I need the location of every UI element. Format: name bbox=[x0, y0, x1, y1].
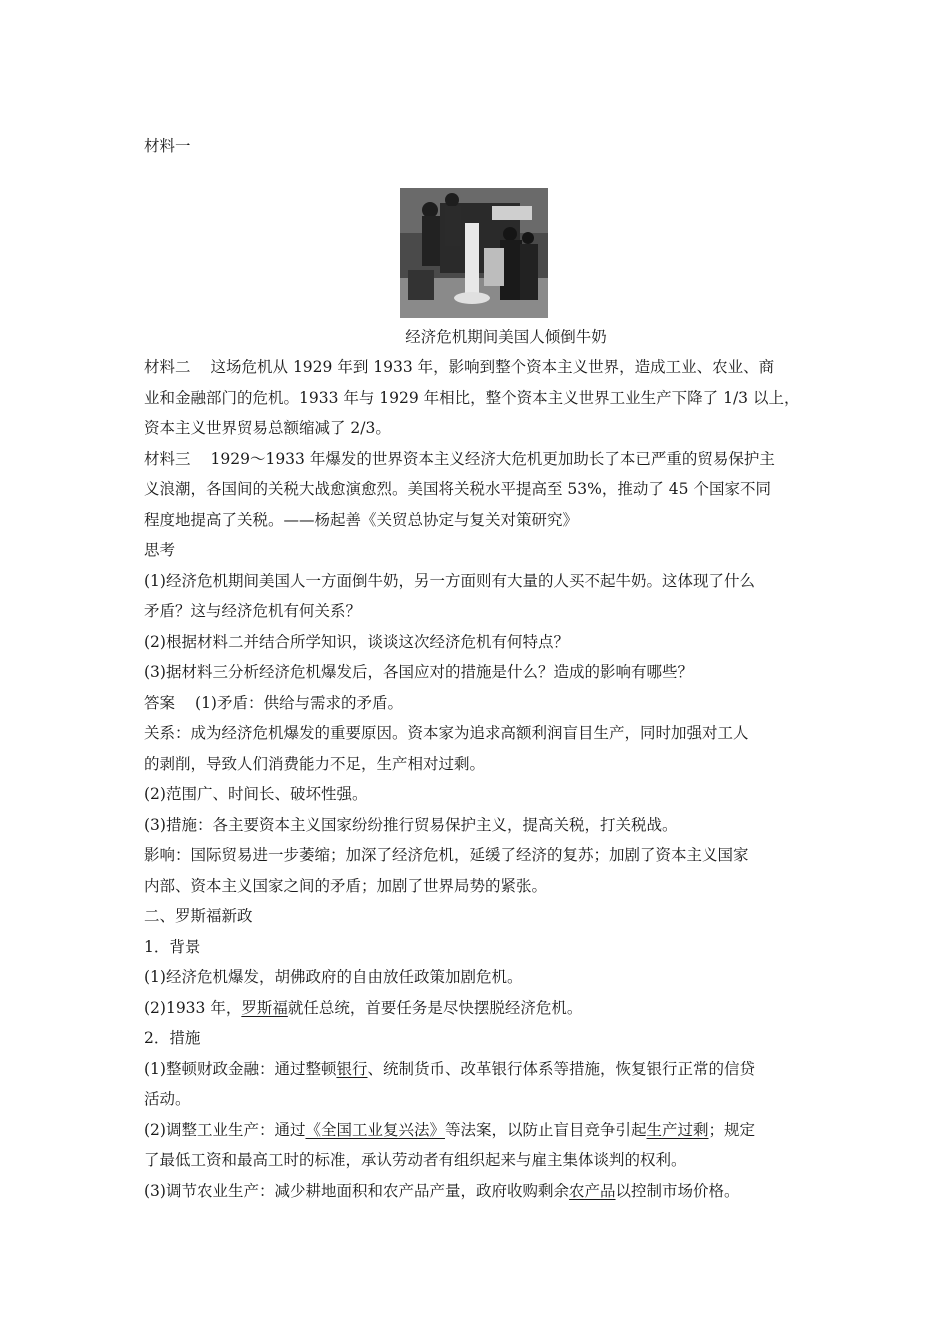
question-2: (2)根据材料二并结合所学知识，谈谈这次经济危机有何特点？ bbox=[144, 632, 569, 651]
material2-line-2: 业和金融部门的危机。1933 年与 1929 年相比，整个资本主义世界工业生产下降了 1/3 以上， bbox=[144, 388, 800, 407]
material2-line-3: 资本主义世界贸易总额缩减了 2/3。 bbox=[144, 419, 391, 437]
answer-label: 答案 bbox=[144, 693, 176, 712]
document-body bbox=[144, 131, 808, 1206]
background-2: (2)1933 年，罗斯福就任总统，首要任务是尽快摆脱经济危机。 bbox=[144, 998, 583, 1017]
material3-line-1: 材料三 1929～1933 年爆发的世界资本主义经济大危机更加助长了本已严重的贸易保护主 bbox=[144, 449, 775, 468]
material1-label: 材料一 bbox=[144, 137, 191, 155]
measure-1-line-1: (1)整顿财政金融：通过整顿银行、统制货币、改革银行体系等措施，恢复银行正常的信贷 bbox=[144, 1059, 755, 1078]
material3-line-2: 义浪潮，各国间的关税大战愈演愈烈。美国将关税水平提高至 53%，推动了 45 个国家不同 bbox=[144, 480, 771, 498]
answer-3: (3)措施：各主要资本主义国家纷纷推行贸易保护主义，提高关税，打关税战。 bbox=[144, 815, 678, 834]
blank-roosevelt: 罗斯福 bbox=[241, 998, 288, 1017]
blank-bank: 银行 bbox=[336, 1059, 368, 1078]
question-1-line-1: (1)经济危机期间美国人一方面倒牛奶，另一方面则有大量的人买不起牛奶。这体现了什么 bbox=[144, 571, 755, 590]
material2-label: 材料二 bbox=[144, 358, 191, 376]
background-title: 1．背景 bbox=[144, 937, 201, 956]
measure-3: (3)调节农业生产：减少耕地面积和农产品产量，政府收购剩余农产品以控制市场价格。 bbox=[144, 1181, 740, 1200]
blank-overproduction: 生产过剩 bbox=[646, 1120, 709, 1139]
figure bbox=[144, 162, 808, 322]
measures-title: 2．措施 bbox=[144, 1029, 201, 1047]
blank-recovery-act: 《全国工业复兴法》 bbox=[305, 1120, 445, 1139]
answer-relation-line-1: 关系：成为经济危机爆发的重要原因。资本家为追求高额利润盲目生产，同时加强对工人 bbox=[144, 724, 749, 742]
material3-label: 材料三 bbox=[144, 449, 191, 468]
photo-illustration bbox=[400, 188, 548, 318]
figure-caption: 经济危机期间美国人倾倒牛奶 bbox=[405, 327, 607, 346]
measure-1-line-2: 活动。 bbox=[144, 1090, 191, 1108]
blank-farm-products: 农产品 bbox=[568, 1181, 616, 1200]
historical-photo-icon bbox=[400, 188, 548, 318]
measure-2-line-1: (2)调整工业生产：通过《全国工业复兴法》等法案，以防止盲目竞争引起生产过剩；规定 bbox=[144, 1120, 756, 1139]
answer-1: 答案 (1)矛盾：供给与需求的矛盾。 bbox=[144, 693, 403, 712]
background-1: (1)经济危机爆发，胡佛政府的自由放任政策加剧危机。 bbox=[144, 968, 523, 986]
answer-2: (2)范围广、时间长、破坏性强。 bbox=[144, 785, 368, 803]
answer-relation-line-2: 的剥削，导致人们消费能力不足，生产相对过剩。 bbox=[144, 754, 486, 773]
material3-line-3: 程度地提高了关税。——杨起善《关贸总协定与复关对策研究》 bbox=[144, 510, 579, 529]
answer-impact-line-2: 内部、资本主义国家之间的矛盾；加剧了世界局势的紧张。 bbox=[144, 876, 548, 895]
question-1-line-2: 矛盾？这与经济危机有何关系？ bbox=[144, 602, 362, 620]
section-2-title: 二、罗斯福新政 bbox=[144, 907, 253, 925]
answer-impact-line-1: 影响：国际贸易进一步萎缩；加深了经济危机，延缓了经济的复苏；加剧了资本主义国家 bbox=[144, 846, 749, 864]
measure-2-line-2: 了最低工资和最高工时的标准，承认劳动者有组织起来与雇主集体谈判的权利。 bbox=[144, 1151, 687, 1169]
material2-line-1: 材料二 这场危机从 1929 年到 1933 年，影响到整个资本主义世界，造成工业、农业、商 bbox=[144, 358, 775, 376]
question-3: (3)据材料三分析经济危机爆发后，各国应对的措施是什么？造成的影响有哪些？ bbox=[144, 663, 693, 681]
think-label: 思考 bbox=[144, 541, 176, 559]
